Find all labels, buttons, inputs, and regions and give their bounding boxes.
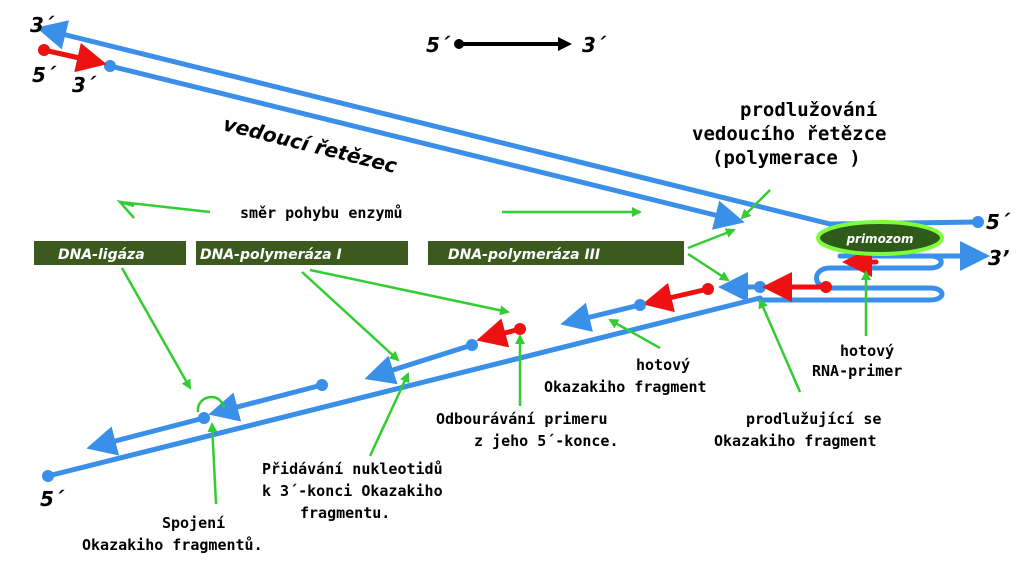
finished-primer-line1: hotový [840, 342, 895, 360]
joining-line1: Spojení [162, 514, 226, 532]
legend-3-label: 3´ [582, 33, 606, 57]
direction-legend [426, 33, 607, 57]
primer-removed-dot [514, 323, 526, 335]
direction-arrow-tail [120, 202, 134, 218]
end-5-primer: 5´ [32, 63, 56, 87]
rna-primer-finished-dot [702, 283, 714, 295]
legend-5-label: 5´ [426, 33, 450, 57]
pol1-label: DNA-polymeráza I [200, 247, 342, 263]
okazaki-fragment-finished [570, 305, 640, 322]
finished-primer-line2: RNA-primer [812, 362, 903, 380]
primosome [818, 222, 942, 254]
leading-primer-dot [38, 44, 50, 56]
pointer-pol3-lagging [688, 254, 728, 280]
pointer-adding-nucleotides [370, 374, 408, 456]
parent-5-dot [972, 216, 984, 228]
end-3-right: 3’ [988, 246, 1010, 270]
leading-extension-line2: vedoucího řetězce [692, 123, 887, 145]
adding-nucleotides-line2: k 3´-konci Okazakiho [262, 482, 443, 500]
leading-primer [44, 50, 97, 62]
leading-strand-label: vedoucí řetězec [220, 111, 400, 178]
adding-nucleotides-line1: Přidávání nukleotidů [262, 460, 443, 478]
joining-line2: Okazakiho fragmentů. [82, 536, 263, 554]
okazaki-joined-dot [316, 379, 328, 391]
okazaki-fragment-joined [218, 385, 322, 412]
end-3-top-left: 3´ [30, 13, 54, 37]
extending-okazaki-line1: prodlužující se [746, 410, 882, 428]
okazaki-extending-dot [466, 339, 478, 351]
end-5-right: 5´ [986, 210, 1010, 234]
primosome-label: primozom [846, 232, 914, 246]
end-5-bottom-left: 5´ [40, 487, 64, 511]
leading-strand [110, 66, 735, 220]
leading-extension-line1: prodlužování [740, 99, 878, 121]
lagging-template-end-dot [42, 470, 54, 482]
okazaki-finished-dot [634, 299, 646, 311]
leading-extension-line3: (polymerace ) [712, 147, 861, 169]
extending-okazaki-line2: Okazakiho fragment [714, 432, 877, 450]
adding-nucleotides-line3: fragmentu. [300, 504, 391, 522]
rna-primer-new-dot [820, 281, 832, 293]
pol3-label: DNA-polymeráza III [448, 247, 601, 263]
rna-primer-finished [652, 289, 708, 302]
leading-strand-start-dot [104, 60, 116, 72]
pointer-extending-okazaki [760, 300, 800, 392]
finished-okazaki-line1: hotový [636, 356, 691, 374]
finished-okazaki-line2: Okazakiho fragment [544, 378, 707, 396]
okazaki-oldest-dot [198, 412, 210, 424]
enzyme-direction-label: směr pohybu enzymů [240, 204, 403, 222]
pointer-pol3-leading [688, 230, 734, 248]
okazaki-new-dot [754, 281, 766, 293]
primer-removal-line2: z jeho 5´-konce. [474, 432, 619, 450]
primer-removal-line1: Odbourávání primeru [436, 410, 608, 428]
pointer-ligase [122, 268, 190, 388]
end-3-primer: 3´ [72, 73, 96, 97]
ligase-label: DNA-ligáza [58, 247, 145, 263]
